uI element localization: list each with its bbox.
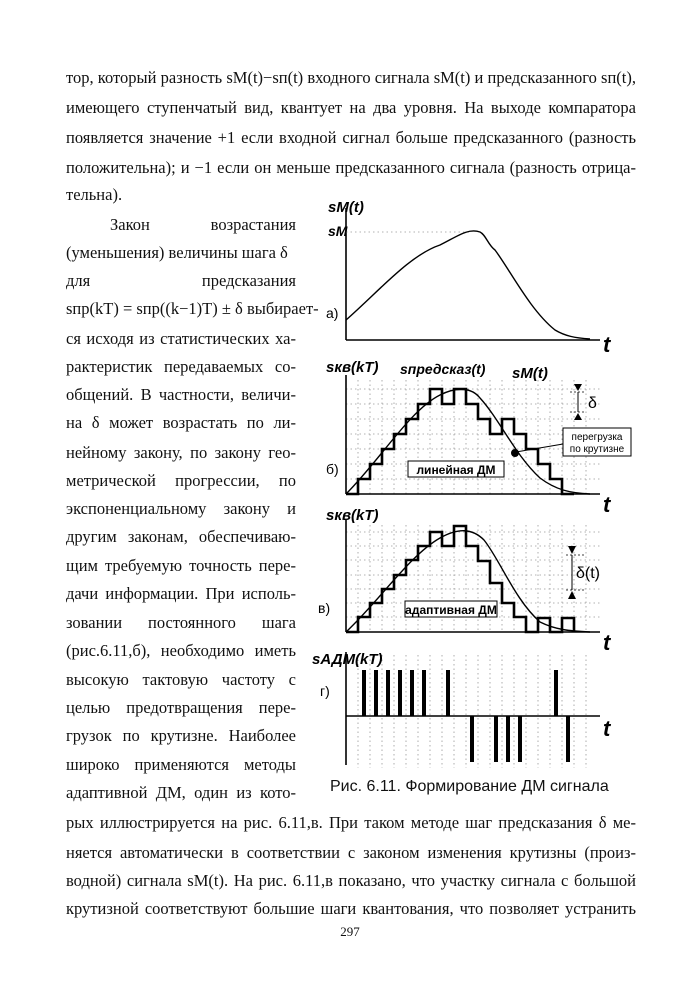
panel-b-signal-label: sM(t)	[512, 365, 548, 382]
col-line-12: другим законам, обеспечиваю-	[66, 527, 296, 546]
col-line-18: целью предотвращения пере-	[66, 698, 296, 717]
text-line-4: положительна); и −1 если он меньше предсказанного сигнала (разность отрица-	[66, 158, 636, 177]
col-line-16: (рис.6.11,б), необходимо иметь	[66, 641, 296, 660]
col-line-6: рактеристик передаваемых со-	[66, 357, 296, 376]
col-line-17: высокую тактовую частоту с	[66, 670, 296, 689]
col-line-21: адаптивной ДМ, один из кото-	[66, 783, 296, 802]
panel-c-letter: в)	[318, 600, 331, 616]
panel-b-pred-label: sпредсказ(t)	[400, 361, 486, 377]
text-line-b1: рых иллюстрируется на рис. 6.11,в. При таком методе шаг предсказания δ ме-	[66, 813, 636, 832]
col-line-11: экспоненциальному закону и	[66, 499, 296, 518]
overload-line-2: по крутизне	[569, 444, 625, 455]
panel-c	[318, 507, 612, 655]
panel-a-ylabel: sM(t)	[328, 199, 364, 216]
overload-line-1: перегрузка	[571, 432, 623, 443]
panel-b-t: t	[603, 492, 611, 517]
panel-d-letter: г)	[320, 683, 330, 699]
figure-6-11	[300, 188, 640, 778]
text-line-2: имеющего ступенчатый вид, квантует на два уровня. На выходе компаратора	[66, 98, 636, 117]
col-line-2: (уменьшения) величины шага δ	[66, 243, 288, 262]
text-line-b3: водной) сигнала sM(t). На рис. 6.11,в показано, что участку сигнала с большой	[66, 871, 636, 890]
col-line-20: широко применяются методы	[66, 755, 296, 774]
page-number: 297	[340, 924, 360, 939]
text-line-5: тельна).	[66, 185, 123, 204]
panel-c-t: t	[603, 630, 611, 655]
col-line-15: зовании постоянного шага	[66, 613, 296, 632]
panel-b	[326, 359, 631, 517]
col-line-13: щим требуемую точность пере-	[66, 556, 296, 575]
panel-d-t: t	[603, 716, 611, 741]
panel-a-level: sM	[328, 223, 348, 239]
col-line-9: нейному закону, по закону гео-	[66, 443, 296, 462]
text-line-1: тор, который разность sM(t)−sп(t) входного сигнала sM(t) и предсказанного sп(t),	[66, 68, 636, 87]
col-line-14: дачи информации. При исполь-	[66, 584, 296, 603]
text-line-3: появляется значение +1 если входной сигнал больше предсказанного (разность	[66, 128, 636, 147]
panel-a	[326, 199, 612, 357]
text-line-b2: няется автоматически в соответствии с законом изменения крутизны (произ-	[66, 843, 636, 862]
figure-caption: Рис. 6.11. Формирование ДМ сигнала	[330, 778, 609, 795]
panel-b-box-label: линейная ДМ	[416, 463, 496, 477]
panel-c-ylabel: sкв(kT)	[326, 507, 379, 524]
panel-d	[312, 651, 612, 768]
col-line-5: ся исходя из статистических ха-	[66, 329, 296, 348]
overload-marker	[511, 449, 519, 457]
col-line-10: метрической прогрессии, по	[66, 471, 296, 490]
col-line-1: Закон возрастания	[110, 215, 296, 234]
text-line-b4: крутизной соответствуют большие шаги квантования, что позволяет устранить	[66, 899, 636, 918]
col-line-19: грузок по крутизне. Наиболее	[66, 726, 296, 745]
col-line-7: общений. В частности, величи-	[66, 385, 296, 404]
panel-b-letter: б)	[326, 461, 339, 477]
col-line-8: на δ может возрастать по ли-	[66, 413, 296, 432]
panel-a-letter: а)	[326, 305, 339, 321]
panel-b-ylabel: sкв(kT)	[326, 359, 379, 376]
panel-c-box-label: адаптивная ДМ	[405, 603, 497, 617]
panel-a-t: t	[603, 332, 611, 357]
col-line-4: sпр(kT) = sпр((k−1)T) ± δ выбирает-	[66, 299, 319, 318]
panel-c-delta: δ(t)	[576, 565, 601, 582]
col-line-3: для предсказания	[66, 271, 296, 290]
panel-d-ylabel: sАДМ(kT)	[312, 651, 383, 668]
panel-b-delta: δ	[588, 395, 597, 412]
